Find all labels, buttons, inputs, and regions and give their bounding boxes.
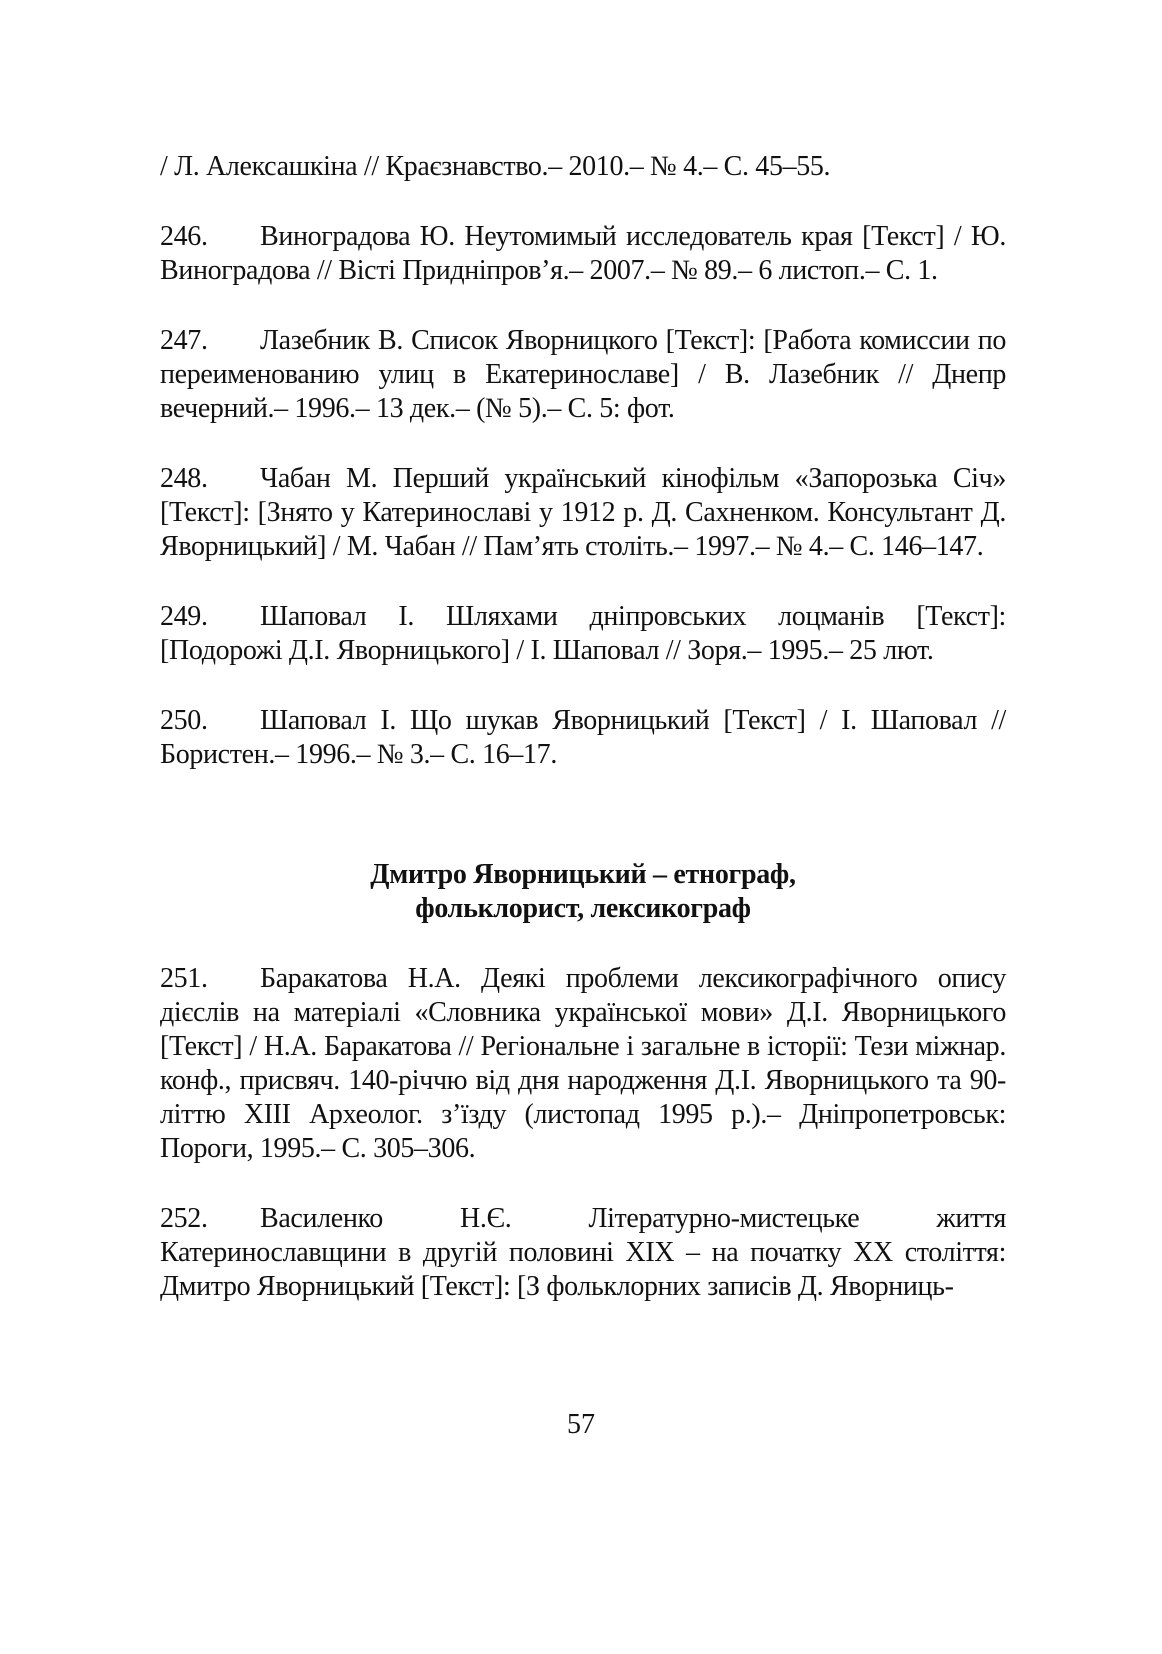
bibliography-entry-251 xyxy=(160,962,1006,1166)
bibliography-entry-249 xyxy=(160,600,1006,668)
page-body xyxy=(160,150,1006,1304)
entry-continuation: / Л. Алексашкіна // Краєзнавство.– 2010.– № 4.– С. 45–55. xyxy=(160,151,831,182)
entry-text: Баракатова Н.А. Деякі проблеми лексикографічного опису дієслів на матеріалі «Словника української мови» Д.І. Яворницького [Текст] / Н.А. Баракатова // Регіональне і загальне в історії: Тези міжнар. конф., присвяч. 140-річчю від дня народження Д.І. Яворницького та 90-літтю XIII Археолог. з’їзду (листопад 1995 р.).– Дніпропетровськ: Пороги, 1995.– С. 305–306. xyxy=(160,963,1006,1164)
bibliography-entry-252 xyxy=(160,1202,1006,1304)
entry-number: 252. xyxy=(160,1203,208,1234)
section-heading xyxy=(160,858,1006,926)
entry-number: 250. xyxy=(160,705,208,736)
entry-text: Шаповал І. Що шукав Яворницький [Текст] / І. Шаповал // Бористен.– 1996.– № 3.– С. 16–17. xyxy=(160,705,1006,770)
entry-number: 251. xyxy=(160,963,208,994)
bibliography-entry-247 xyxy=(160,324,1006,426)
page-number: 57 xyxy=(567,1409,595,1440)
entry-text: Лазебник В. Список Яворницкого [Текст]: [Работа комиссии по переименованию улиц в Екатеринославе] / В. Лазебник // Днепр вечерний.– 1996.– 13 дек.– (№ 5).– С. 5: фот. xyxy=(160,325,1006,424)
entry-text: Шаповал І. Шляхами дніпровських лоцманів [Текст]: [Подорожі Д.І. Яворницького] / І. Шаповал // Зоря.– 1995.– 25 лют. xyxy=(160,601,1006,666)
bibliography-entry-246 xyxy=(160,220,1006,288)
entry-number: 247. xyxy=(160,325,208,356)
entry-text: Василенко Н.Є. Літературно-мистецьке життя Катеринославщини в другій половині XIX – на початку XX століття: Дмитро Яворницький [Текст]: [З фольклорних записів Д. Яворниць- xyxy=(160,1203,1006,1302)
entry-number: 249. xyxy=(160,601,208,632)
entry-number: 246. xyxy=(160,221,208,252)
bibliography-entry-248 xyxy=(160,462,1006,564)
entry-text: Виноградова Ю. Неутомимый исследователь края [Текст] / Ю. Виноградова // Вісті Придніпров’я.– 2007.– № 89.– 6 листоп.– С. 1. xyxy=(160,221,1006,286)
section-heading-line-1: Дмитро Яворницький – етнограф, xyxy=(370,859,796,890)
section-heading-line-2: фольклорист, лексикограф xyxy=(415,893,751,924)
entry-number: 248. xyxy=(160,463,208,494)
bibliography-entry-250 xyxy=(160,704,1006,772)
entry-text: Чабан М. Перший український кінофільм «Запорозька Січ» [Текст]: [Знято у Катеринославі у 1912 р. Д. Сахненком. Консультант Д. Яворницький] / М. Чабан // Пам’ять століть.– 1997.– № 4.– С. 146–147. xyxy=(160,463,1006,562)
